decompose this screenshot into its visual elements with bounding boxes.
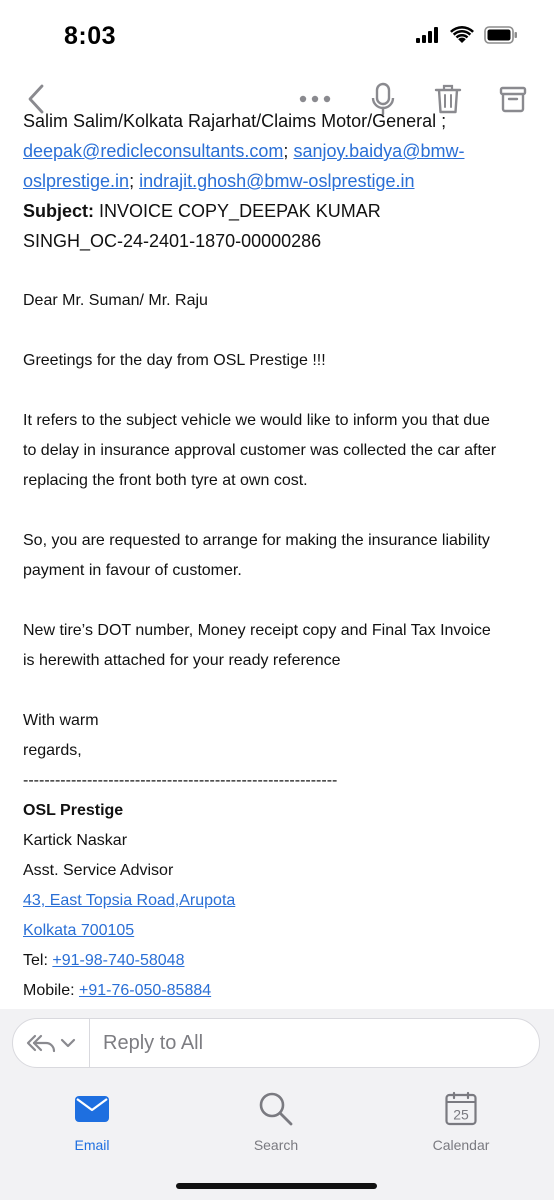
status-icons [416, 26, 518, 49]
paragraph-line: to delay in insurance approval customer was collected the car after [23, 442, 497, 459]
search-icon [258, 1091, 294, 1127]
paragraph-request [23, 526, 538, 586]
battery-icon [484, 26, 518, 49]
paragraph-attachments [23, 616, 538, 676]
recipients-cut-line: Salim Salim/Kolkata Rajarhat/Claims Motor/General ; [23, 111, 447, 131]
recipients-list [23, 136, 538, 196]
mobile-label: Mobile: [23, 982, 75, 999]
paragraph-line: payment in favour of customer. [23, 562, 242, 579]
envelope-icon [75, 1096, 109, 1122]
signature-title: Asst. Service Advisor [23, 862, 174, 879]
closing [23, 706, 538, 796]
tel-label: Tel: [23, 952, 48, 969]
paragraph-line: is herewith attached for your ready reference [23, 652, 341, 669]
calendar-icon [445, 1092, 477, 1126]
closing-line: regards, [23, 742, 82, 759]
paragraph-line: So, you are requested to arrange for making the insurance liability [23, 532, 490, 549]
home-indicator[interactable] [176, 1183, 377, 1189]
more-icon [299, 95, 331, 103]
tab-bar [0, 1075, 554, 1200]
recipient-link[interactable]: deepak@redicleconsultants.com [23, 141, 284, 161]
address-link[interactable]: 43, East Topsia Road,Arupota [23, 892, 236, 909]
reply-field[interactable] [12, 1018, 540, 1068]
reply-bar [0, 1009, 554, 1075]
paragraph-vehicle [23, 406, 538, 496]
tab-label: Search [253, 1137, 299, 1153]
recipient-separator: ; [129, 171, 135, 191]
signature-tel [23, 946, 538, 976]
greeting: Dear Mr. Suman/ Mr. Raju [23, 292, 208, 309]
signature-company: OSL Prestige [23, 802, 124, 819]
recipient-link[interactable]: indrajit.ghosh@bmw-oslprestige.in [139, 171, 415, 191]
chevron-down-icon [60, 1038, 76, 1048]
address-link[interactable]: Kolkata 700105 [23, 922, 135, 939]
mobile-link[interactable]: +91-76-050-85884 [79, 982, 212, 999]
signature-block [23, 796, 538, 1006]
tab-search[interactable] [216, 1089, 336, 1153]
email-subject [23, 196, 538, 256]
recipient-separator: ; [283, 141, 289, 161]
tab-calendar[interactable] [401, 1089, 521, 1153]
paragraph-greetings: Greetings for the day from OSL Prestige !!! [23, 352, 326, 369]
recipient-link[interactable]: sanjoy.baidya@bmw- [293, 141, 465, 161]
tab-label: Email [74, 1137, 110, 1153]
closing-line: With warm [23, 712, 99, 729]
paragraph-line: New tire’s DOT number, Money receipt copy and Final Tax Invoice [23, 622, 491, 639]
signature-name: Kartick Naskar [23, 832, 128, 849]
cellular-signal-icon [416, 27, 440, 48]
reply-all-icon [26, 1033, 56, 1053]
calendar-badge: 25 [453, 1106, 469, 1123]
status-time: 8:03 [64, 22, 117, 50]
tel-link[interactable]: +91-98-740-58048 [52, 952, 185, 969]
wifi-icon [450, 26, 474, 49]
tab-label: Calendar [432, 1137, 490, 1153]
reply-options-button[interactable] [13, 1019, 90, 1067]
paragraph-line: It refers to the subject vehicle we would like to inform you that due [23, 412, 490, 429]
subject-label: Subject: [23, 201, 95, 221]
signature-divider: ----------------------------------------------------------- [23, 772, 338, 789]
paragraph-line: replacing the front both tyre at own cost. [23, 472, 308, 489]
recipient-link[interactable]: oslprestige.in [23, 171, 130, 191]
email-body [23, 111, 538, 1009]
subject-text-line2: SINGH_OC-24-2401-1870-00000286 [23, 231, 322, 251]
signature-mobile [23, 976, 538, 1006]
tab-email[interactable] [32, 1089, 152, 1153]
reply-placeholder: Reply to All [103, 1032, 204, 1054]
subject-text-line1: INVOICE COPY_DEEPAK KUMAR [99, 201, 381, 221]
status-bar [0, 0, 554, 74]
